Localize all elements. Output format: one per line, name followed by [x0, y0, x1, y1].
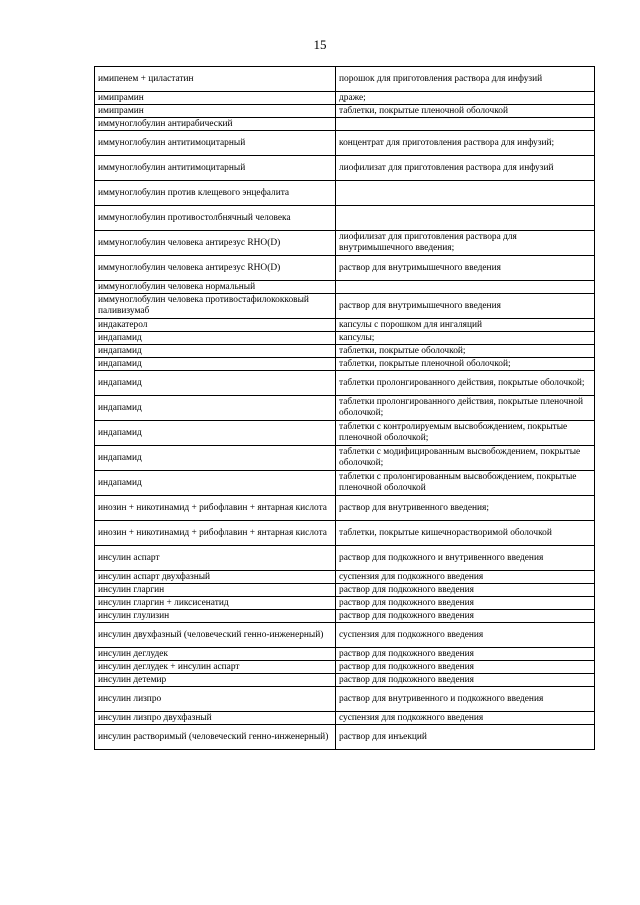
drug-name-cell: иммуноглобулин человека антирезус RHO(D) [95, 256, 336, 281]
dosage-form-cell: таблетки пролонгированного действия, покрытые пленочной оболочкой; [336, 396, 595, 421]
drug-name-cell: иммуноглобулин человека противостафилококковый паливизумаб [95, 294, 336, 319]
drug-name-cell: инсулин лизпро двухфазный [95, 712, 336, 725]
dosage-form-cell: раствор для подкожного и внутривенного введения [336, 546, 595, 571]
drug-name-cell: индакатерол [95, 319, 336, 332]
table-row [95, 674, 595, 687]
table-row [95, 319, 595, 332]
dosage-form-cell: концентрат для приготовления раствора для инфузий; [336, 131, 595, 156]
dosage-form-cell: таблетки, покрытые пленочной оболочкой; [336, 358, 595, 371]
dosage-form-cell [336, 281, 595, 294]
dosage-form-cell: лиофилизат для приготовления раствора для внутримышечного введения; [336, 231, 595, 256]
dosage-form-cell: капсулы с порошком для ингаляций [336, 319, 595, 332]
table-row [95, 181, 595, 206]
drug-name-cell: инозин + никотинамид + рибофлавин + янтарная кислота [95, 521, 336, 546]
drug-name-cell: инсулин аспарт [95, 546, 336, 571]
drug-name-cell: иммуноглобулин человека нормальный [95, 281, 336, 294]
dosage-form-cell: таблетки, покрытые пленочной оболочкой [336, 105, 595, 118]
table-row [95, 358, 595, 371]
dosage-form-cell [336, 118, 595, 131]
drug-name-cell: инсулин детемир [95, 674, 336, 687]
dosage-form-cell: суспензия для подкожного введения [336, 712, 595, 725]
drug-name-cell: иммуноглобулин против клещевого энцефалита [95, 181, 336, 206]
dosage-form-cell [336, 181, 595, 206]
drug-name-cell: инсулин деглудек + инсулин аспарт [95, 661, 336, 674]
table-row [95, 396, 595, 421]
dosage-form-cell: таблетки с контролируемым высвобождением, покрытые пленочной оболочкой; [336, 421, 595, 446]
table-row [95, 294, 595, 319]
drug-name-cell: иммуноглобулин человека антирезус RHO(D) [95, 231, 336, 256]
table-row [95, 623, 595, 648]
table-row [95, 446, 595, 471]
drug-name-cell: инозин + никотинамид + рибофлавин + янтарная кислота [95, 496, 336, 521]
table-row [95, 371, 595, 396]
table-row [95, 118, 595, 131]
drug-name-cell: инсулин аспарт двухфазный [95, 571, 336, 584]
dosage-form-cell: таблетки с пролонгированным высвобождением, покрытые пленочной оболочкой [336, 471, 595, 496]
table-row [95, 687, 595, 712]
drug-name-cell: индапамид [95, 358, 336, 371]
drug-name-cell: индапамид [95, 396, 336, 421]
drug-table [94, 66, 595, 750]
table-row [95, 610, 595, 623]
table-row [95, 421, 595, 446]
dosage-form-cell [336, 206, 595, 231]
drug-name-cell: индапамид [95, 446, 336, 471]
drug-name-cell: инсулин гларгин + ликсисенатид [95, 597, 336, 610]
drug-name-cell: инсулин гларгин [95, 584, 336, 597]
table-row [95, 206, 595, 231]
drug-name-cell: иммуноглобулин антитимоцитарный [95, 156, 336, 181]
table-row [95, 332, 595, 345]
table-row [95, 105, 595, 118]
dosage-form-cell: раствор для подкожного введения [336, 648, 595, 661]
table-row [95, 725, 595, 750]
table-row [95, 345, 595, 358]
table-row [95, 584, 595, 597]
drug-name-cell: индапамид [95, 421, 336, 446]
table-row [95, 281, 595, 294]
dosage-form-cell: раствор для внутримышечного введения [336, 294, 595, 319]
table-row [95, 471, 595, 496]
dosage-form-cell: суспензия для подкожного введения [336, 623, 595, 648]
drug-name-cell: инсулин глулизин [95, 610, 336, 623]
drug-name-cell: имипрамин [95, 92, 336, 105]
dosage-form-cell: драже; [336, 92, 595, 105]
drug-name-cell: имипенем + циластатин [95, 67, 336, 92]
table-row [95, 156, 595, 181]
dosage-form-cell: суспензия для подкожного введения [336, 571, 595, 584]
drug-name-cell: имипрамин [95, 105, 336, 118]
table-row [95, 546, 595, 571]
table-row [95, 571, 595, 584]
dosage-form-cell: порошок для приготовления раствора для инфузий [336, 67, 595, 92]
dosage-form-cell: таблетки, покрытые кишечнорастворимой оболочкой [336, 521, 595, 546]
dosage-form-cell: раствор для внутривенного введения; [336, 496, 595, 521]
drug-table-body [95, 67, 595, 750]
table-row [95, 256, 595, 281]
table-row [95, 496, 595, 521]
drug-name-cell: инсулин лизпро [95, 687, 336, 712]
dosage-form-cell: лиофилизат для приготовления раствора для инфузий [336, 156, 595, 181]
page-number: 15 [313, 37, 327, 52]
table-row [95, 597, 595, 610]
drug-name-cell: инсулин деглудек [95, 648, 336, 661]
drug-name-cell: индапамид [95, 371, 336, 396]
drug-name-cell: иммуноглобулин антитимоцитарный [95, 131, 336, 156]
table-row [95, 92, 595, 105]
dosage-form-cell: капсулы; [336, 332, 595, 345]
dosage-form-cell: раствор для внутримышечного введения [336, 256, 595, 281]
drug-name-cell: иммуноглобулин антирабический [95, 118, 336, 131]
dosage-form-cell: таблетки пролонгированного действия, покрытые оболочкой; [336, 371, 595, 396]
dosage-form-cell: таблетки с модифицированным высвобождением, покрытые оболочкой; [336, 446, 595, 471]
drug-name-cell: индапамид [95, 345, 336, 358]
table-row [95, 521, 595, 546]
dosage-form-cell: раствор для подкожного введения [336, 674, 595, 687]
dosage-form-cell: раствор для подкожного введения [336, 584, 595, 597]
dosage-form-cell: таблетки, покрытые оболочкой; [336, 345, 595, 358]
dosage-form-cell: раствор для подкожного введения [336, 597, 595, 610]
dosage-form-cell: раствор для инъекций [336, 725, 595, 750]
dosage-form-cell: раствор для внутривенного и подкожного введения [336, 687, 595, 712]
dosage-form-cell: раствор для подкожного введения [336, 610, 595, 623]
drug-name-cell: иммуноглобулин противостолбнячный человека [95, 206, 336, 231]
table-row [95, 67, 595, 92]
drug-name-cell: инсулин двухфазный (человеческий генно-инженерный) [95, 623, 336, 648]
table-row [95, 231, 595, 256]
table-row [95, 661, 595, 674]
table-row [95, 712, 595, 725]
drug-name-cell: индапамид [95, 332, 336, 345]
table-row [95, 648, 595, 661]
table-row [95, 131, 595, 156]
drug-name-cell: инсулин растворимый (человеческий генно-инженерный) [95, 725, 336, 750]
drug-name-cell: индапамид [95, 471, 336, 496]
dosage-form-cell: раствор для подкожного введения [336, 661, 595, 674]
